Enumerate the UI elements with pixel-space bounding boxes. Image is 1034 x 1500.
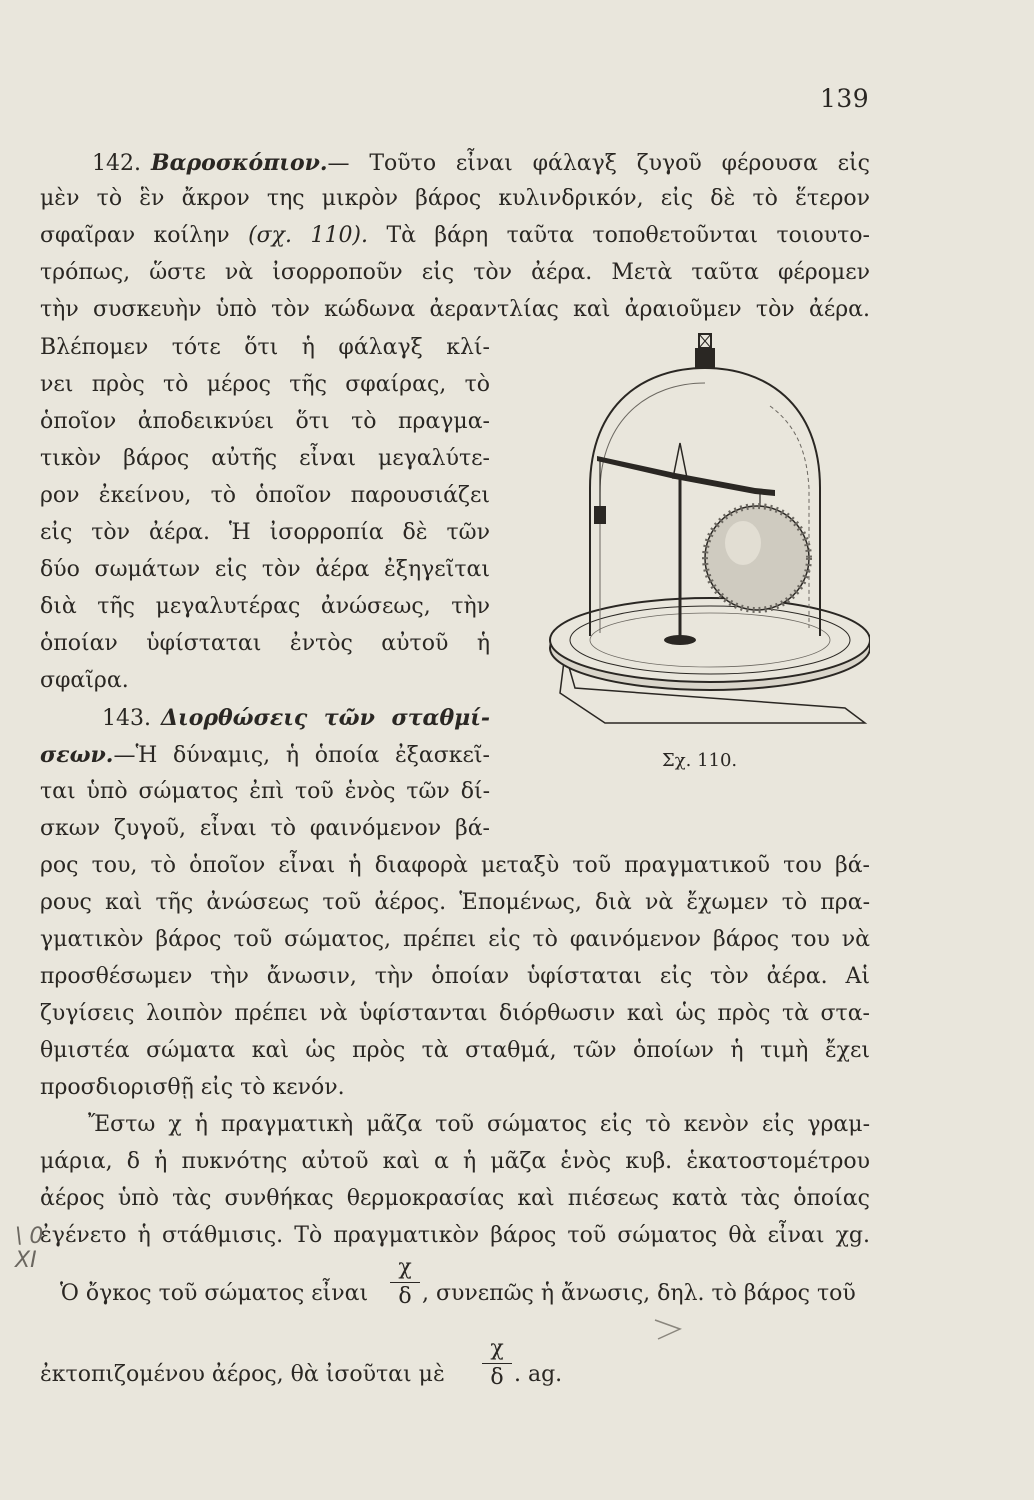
sec143-line-1 [40,744,490,767]
sec142-line-1 [92,152,870,175]
hollow-sphere [705,506,809,610]
para2-line-4: ἐγένετο ἡ στάθμισις. Τὸ πραγματικὸν βάρος τοῦ σώματος θὰ εἶναι χg. [40,1223,870,1248]
sec143-line-6: γματικὸν βάρος τοῦ σώματος, πρέπει εἰς τὸ φαινόμενον βάρος του νὰ [40,927,870,952]
baroscope-illustration [545,328,870,743]
fraction-bar [482,1363,512,1364]
sec142-line-11: εἰς τὸν ἀέρα. Ἡ ἰσορροπία δὲ τῶν [40,520,490,545]
sec142-line-2: μὲν τὸ ἓν ἄκρον της μικρὸν βάρος κυλινδρικόν, εἰς δὲ τὸ ἕτερον [40,186,870,211]
sec143-line-5: ρους καὶ τῆς ἀνώσεως τοῦ ἀέρος. Ἑπομένως, διὰ νὰ ἔχωμεν τὸ πρα- [40,890,870,915]
sec143-line-10: προσδιορισθῇ εἰς τὸ κενόν. [40,1075,345,1100]
sec143-title-part1: Διορθώσεις τῶν σταθμί- [160,705,490,731]
sec142-line-15: σφαῖρα. [40,668,129,693]
sec142-line-5: τὴν συσκευὴν ὑπὸ τὸν κώδωνα ἀεραντλίας καὶ ἀραιοῦμεν τὸν ἀέρα. [40,297,870,322]
figure-baroscope [545,328,870,743]
knob-icon [695,348,715,368]
fraction-displaced [482,1337,512,1390]
pencil-mark [600,1315,690,1345]
balance-beam [597,456,775,496]
sec143-number: 143. [102,706,151,731]
figure-reference: (σχ. 110). [248,223,369,248]
margin-mark-1: \ 0 [15,1224,44,1249]
fraction-bar [390,1282,420,1283]
sec142-line-3a: σφαῖραν κοίλην [40,223,249,248]
sec142-line-12: δύο σωμάτων εἰς τὸν ἀέρα ἐξηγεῖται [40,557,490,582]
sec142-line-14: ὁποίαν ὑφίσταται ἐντὸς αὐτοῦ ἡ [40,631,490,656]
sec142-line-10: ρον ἐκείνου, τὸ ὁποῖον παρουσιάζει [40,483,490,508]
sec143-title-part2: σεων. [40,742,114,768]
para3-line-2b: . ag. [514,1362,563,1387]
margin-mark-2: XI [15,1248,37,1274]
para2-line-2: μάρια, δ ἡ πυκνότης αὐτοῦ καὶ α ἡ μᾶζα ἑνὸς κυβ. ἑκατοστομέτρου [40,1149,870,1174]
para3-line-2a: ἐκτοπιζομένου ἀέρος, θὰ ἰσοῦται μὲ [40,1362,445,1387]
counterweight [594,506,606,524]
para2-line-1: Ἔστω χ ἡ πραγματικὴ μᾶζα τοῦ σώματος εἰς τὸ κενὸν εἰς γραμ- [88,1112,870,1137]
sec142-line-9: τικὸν βάρος αὐτῆς εἶναι μεγαλύτε- [40,446,490,471]
margin-marks [15,1225,43,1273]
sec143-line-4: ρος του, τὸ ὁποῖον εἶναι ἡ διαφορὰ μεταξὺ τοῦ πραγματικοῦ του βά- [40,853,870,878]
sec142-line-3b: Τὰ βάρη ταῦτα τοποθετοῦνται τοιουτο- [368,223,870,248]
para3-line-1b: , συνεπῶς ἡ ἄνωσις, δηλ. τὸ βάρος τοῦ [422,1281,856,1306]
sec142-number: 142. [92,151,141,176]
sec143-line-7: προσθέσωμεν τὴν ἄνωσιν, τὴν ὁποίαν ὑφίσταται εἰς τὸν ἀέρα. Αἱ [40,964,870,989]
fraction-volume [390,1256,420,1309]
page-number: 139 [820,84,870,113]
sec142-line-6: Βλέπομεν τότε ὅτι ἡ φάλαγξ κλί- [40,335,490,360]
para2-line-3: ἀέρος ὑπὸ τὰς συνθήκας θερμοκρασίας καὶ πιέσεως κατὰ τὰς ὁποίας [40,1186,870,1211]
sec143-line-3: σκων ζυγοῦ, εἶναι τὸ φαινόμενον βά- [40,816,490,841]
sec142-line-7: νει πρὸς τὸ μέρος τῆς σφαίρας, τὸ [40,372,490,397]
sec142-line-4: τρόπως, ὥστε νὰ ἰσορροποῦν εἰς τὸν ἀέρα. Μετὰ ταῦτα φέρομεν [40,260,870,285]
fraction-denominator: δ [490,1365,504,1390]
para3-line-1a: Ὁ ὄγκος τοῦ σώματος εἶναι [60,1281,369,1306]
sec142-line-1-text: — Τοῦτο εἶναι φάλαγξ ζυγοῦ φέρουσα εἰς [327,151,870,176]
sec142-line-8: ὁποῖον ἀποδεικνύει ὅτι τὸ πραγμα- [40,409,490,434]
sec143-line-1-text: —Ἡ δύναμις, ἡ ὁποία ἐξασκεῖ- [113,743,490,768]
sec142-line-13: διὰ τῆς μεγαλυτέρας ἀνώσεως, τὴν [40,594,490,619]
sec143-line-9: θμιστέα σώματα καὶ ὡς πρὸς τὰ σταθμά, τῶν ὁποίων ἡ τιμὴ ἔχει [40,1038,870,1063]
fraction-numerator: χ [398,1255,412,1280]
sec142-line-3 [40,225,870,247]
figure-caption: Σχ. 110. [662,750,738,771]
fraction-denominator: δ [398,1284,412,1309]
sec142-title: Βαροσκόπιον. [150,150,328,176]
sec143-line-0 [102,707,490,730]
sec143-line-8: ζυγίσεις λοιπὸν πρέπει νὰ ὑφίστανται διόρθωσιν καὶ ὡς πρὸς τὰ στα- [40,1001,870,1026]
sec143-line-2: ται ὑπὸ σώματος ἐπὶ τοῦ ἑνὸς τῶν δί- [40,779,490,804]
fraction-numerator: χ [490,1336,504,1361]
